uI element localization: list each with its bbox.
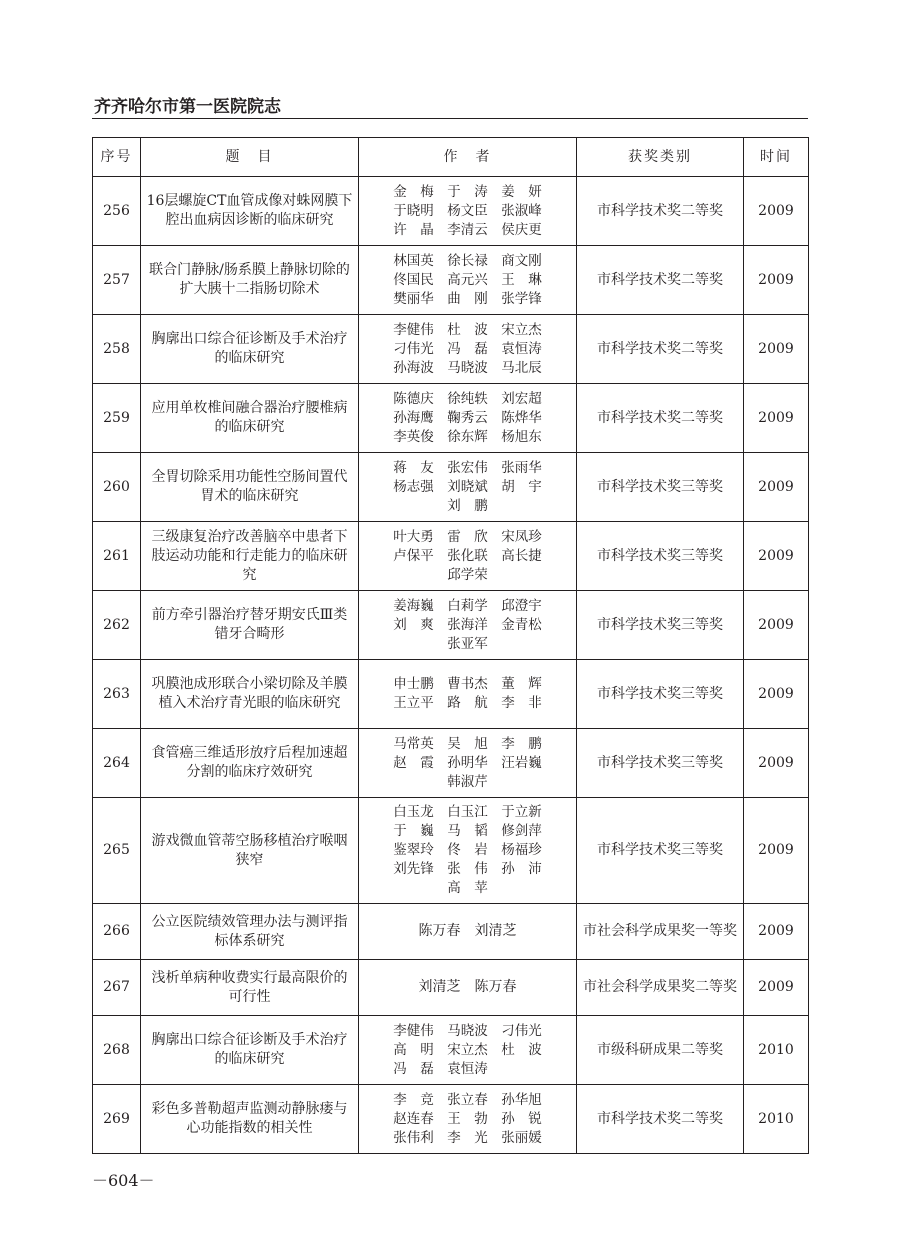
row-number: 266 <box>93 904 141 960</box>
table-row <box>93 591 809 660</box>
table-row <box>93 660 809 729</box>
row-year: 2009 <box>744 660 809 729</box>
table-row <box>93 729 809 798</box>
row-authors <box>359 453 577 522</box>
author-line: 林国英 徐长禄 商文刚 <box>393 252 542 269</box>
row-number: 264 <box>93 729 141 798</box>
table-row <box>93 1085 809 1154</box>
row-title: 16层螺旋CT血管成像对蛛网膜下腔出血病因诊断的临床研究 <box>141 177 359 246</box>
row-award: 市科学技术奖二等奖 <box>577 384 744 453</box>
author-line: 张伟利 李 光 张丽媛 <box>393 1129 542 1146</box>
row-authors <box>359 177 577 246</box>
author-line: 于 巍 马 韬 修剑萍 <box>393 823 542 839</box>
author-line: 樊丽华 曲 刚 张学锋 <box>393 290 542 307</box>
author-line: 刁伟光 冯 磊 袁恒涛 <box>393 340 542 357</box>
row-year: 2009 <box>744 798 809 904</box>
book-title: 齐齐哈尔市第一医院院志 <box>94 97 281 117</box>
row-title: 巩膜池成形联合小梁切除及羊膜植入术治疗青光眼的临床研究 <box>141 660 359 729</box>
row-award: 市科学技术奖三等奖 <box>577 591 744 660</box>
author-line: 李健伟 杜 波 宋立杰 <box>393 321 542 338</box>
author-line: 白玉龙 白玉江 于立新 <box>393 804 542 820</box>
author-list <box>393 528 542 585</box>
header-year: 时间 <box>744 138 809 177</box>
row-award: 市科学技术奖三等奖 <box>577 453 744 522</box>
row-number: 265 <box>93 798 141 904</box>
row-year: 2010 <box>744 1016 809 1085</box>
table-body <box>93 177 809 1154</box>
row-authors <box>359 798 577 904</box>
author-line: 杨志强 刘晓斌 胡 宇 <box>393 478 542 495</box>
row-number: 259 <box>93 384 141 453</box>
row-award: 市科学技术奖二等奖 <box>577 1085 744 1154</box>
row-authors <box>359 591 577 660</box>
author-list <box>393 252 542 309</box>
row-title: 公立医院绩效管理办法与测评指标体系研究 <box>141 904 359 960</box>
row-number: 260 <box>93 453 141 522</box>
author-line: 金 梅 于 涛 姜 妍 <box>393 183 542 200</box>
table-header-row <box>93 138 809 177</box>
row-year: 2009 <box>744 522 809 591</box>
author-line: 高 苹 <box>447 880 488 896</box>
table-row <box>93 904 809 960</box>
author-line: 刘 爽 张海洋 金青松 <box>393 616 542 633</box>
author-list <box>393 1091 542 1148</box>
row-number: 262 <box>93 591 141 660</box>
author-line: 赵 霞 孙明华 汪岩巍 <box>393 754 542 771</box>
author-line: 李英俊 徐东辉 杨旭东 <box>393 428 542 445</box>
author-list <box>393 390 542 447</box>
header-no: 序号 <box>93 138 141 177</box>
row-authors <box>359 1016 577 1085</box>
row-award: 市科学技术奖三等奖 <box>577 729 744 798</box>
author-list <box>419 978 517 997</box>
row-award: 市科学技术奖二等奖 <box>577 315 744 384</box>
row-award: 市科学技术奖三等奖 <box>577 660 744 729</box>
page-number: －604－ <box>92 1171 155 1190</box>
awards-table <box>92 137 809 1154</box>
row-title: 彩色多普勒超声监测动静脉瘘与心功能指数的相关性 <box>141 1085 359 1154</box>
author-list <box>393 1022 542 1079</box>
author-line: 佟国民 高元兴 王 琳 <box>393 271 542 288</box>
row-year: 2009 <box>744 729 809 798</box>
author-line: 鉴翠玲 佟 岩 杨福珍 <box>393 842 542 858</box>
table-row <box>93 522 809 591</box>
table-row <box>93 798 809 904</box>
row-award: 市社会科学成果奖二等奖 <box>577 960 744 1016</box>
row-number: 257 <box>93 246 141 315</box>
row-year: 2009 <box>744 315 809 384</box>
author-line: 卢保平 张化联 高长捷 <box>393 547 542 564</box>
table-row <box>93 384 809 453</box>
row-number: 261 <box>93 522 141 591</box>
author-line: 孙海波 马晓波 马北辰 <box>393 359 542 376</box>
author-line: 刘先锋 张 伟 孙 沛 <box>393 861 542 877</box>
author-line: 刘 鹏 <box>447 497 488 514</box>
author-list <box>393 183 542 240</box>
table-row <box>93 960 809 1016</box>
row-number: 256 <box>93 177 141 246</box>
row-award: 市科学技术奖二等奖 <box>577 246 744 315</box>
row-authors <box>359 384 577 453</box>
row-number: 268 <box>93 1016 141 1085</box>
row-authors <box>359 522 577 591</box>
row-title: 应用单枚椎间融合器治疗腰椎病的临床研究 <box>141 384 359 453</box>
row-year: 2009 <box>744 591 809 660</box>
author-line: 冯 磊 袁恒涛 <box>393 1060 488 1077</box>
table-row <box>93 453 809 522</box>
row-title: 浅析单病种收费实行最高限价的可行性 <box>141 960 359 1016</box>
table-row <box>93 1016 809 1085</box>
row-number: 269 <box>93 1085 141 1154</box>
author-line: 叶大勇 雷 欣 宋凤珍 <box>393 528 542 545</box>
row-award: 市科学技术奖三等奖 <box>577 798 744 904</box>
author-line: 陈万春 刘清芝 <box>418 923 517 939</box>
author-line: 高 明 宋立杰 杜 波 <box>393 1041 542 1058</box>
row-title: 前方牵引器治疗替牙期安氏Ⅲ类错牙合畸形 <box>141 591 359 660</box>
author-list <box>393 735 542 792</box>
row-title: 游戏微血管蒂空肠移植治疗喉咽狭窄 <box>141 798 359 904</box>
author-list <box>419 922 517 941</box>
author-list <box>393 803 542 898</box>
row-authors <box>359 960 577 1016</box>
author-list <box>393 459 542 516</box>
row-year: 2009 <box>744 904 809 960</box>
row-authors <box>359 660 577 729</box>
row-title: 三级康复治疗改善脑卒中患者下肢运动功能和行走能力的临床研究 <box>141 522 359 591</box>
author-line: 赵连春 王 勃 孙 锐 <box>393 1110 542 1127</box>
author-line: 马常英 吴 旭 李 鹏 <box>393 735 542 752</box>
author-line: 申士鹏 曹书杰 董 辉 <box>393 676 542 692</box>
row-title: 全胃切除采用功能性空肠间置代胃术的临床研究 <box>141 453 359 522</box>
author-line: 姜海巍 白莉学 邱澄宇 <box>393 597 542 614</box>
author-line: 李 竞 张立春 孙华旭 <box>393 1091 542 1108</box>
author-line: 邱学荣 <box>447 566 488 583</box>
row-award: 市科学技术奖二等奖 <box>577 177 744 246</box>
header-award: 获奖类别 <box>577 138 744 177</box>
header-title: 题 目 <box>141 138 359 177</box>
row-award: 市科学技术奖三等奖 <box>577 522 744 591</box>
author-line: 李健伟 马晓波 刁伟光 <box>393 1022 542 1039</box>
row-year: 2009 <box>744 960 809 1016</box>
author-line: 张亚军 <box>447 635 488 652</box>
running-header <box>92 88 808 119</box>
row-title: 胸廓出口综合征诊断及手术治疗的临床研究 <box>141 1016 359 1085</box>
author-list <box>393 675 542 713</box>
row-authors <box>359 246 577 315</box>
row-year: 2009 <box>744 384 809 453</box>
row-title: 联合门静脉/肠系膜上静脉切除的扩大胰十二指肠切除术 <box>141 246 359 315</box>
table-row <box>93 177 809 246</box>
row-number: 263 <box>93 660 141 729</box>
author-line: 蒋 友 张宏伟 张雨华 <box>393 459 542 476</box>
author-list <box>393 597 542 654</box>
row-year: 2009 <box>744 453 809 522</box>
header-authors: 作 者 <box>359 138 577 177</box>
row-authors <box>359 1085 577 1154</box>
row-authors <box>359 729 577 798</box>
row-number: 258 <box>93 315 141 384</box>
row-authors <box>359 315 577 384</box>
row-year: 2009 <box>744 246 809 315</box>
author-list <box>393 321 542 378</box>
author-line: 许 晶 李清云 侯庆更 <box>393 221 542 238</box>
table-row <box>93 315 809 384</box>
row-number: 267 <box>93 960 141 1016</box>
row-year: 2009 <box>744 177 809 246</box>
author-line: 韩淑芹 <box>447 773 488 790</box>
author-line: 刘清芝 陈万春 <box>418 979 517 995</box>
row-award: 市级科研成果二等奖 <box>577 1016 744 1085</box>
author-line: 于晓明 杨文臣 张淑峰 <box>393 202 542 219</box>
row-authors <box>359 904 577 960</box>
row-year: 2010 <box>744 1085 809 1154</box>
row-title: 食管癌三维适形放疗后程加速超分割的临床疗效研究 <box>141 729 359 798</box>
table-row <box>93 246 809 315</box>
row-award: 市社会科学成果奖一等奖 <box>577 904 744 960</box>
author-line: 孙海鹰 鞠秀云 陈烨华 <box>393 409 542 426</box>
row-title: 胸廓出口综合征诊断及手术治疗的临床研究 <box>141 315 359 384</box>
author-line: 王立平 路 航 李 非 <box>393 695 542 711</box>
author-line: 陈德庆 徐纯轶 刘宏超 <box>393 390 542 407</box>
